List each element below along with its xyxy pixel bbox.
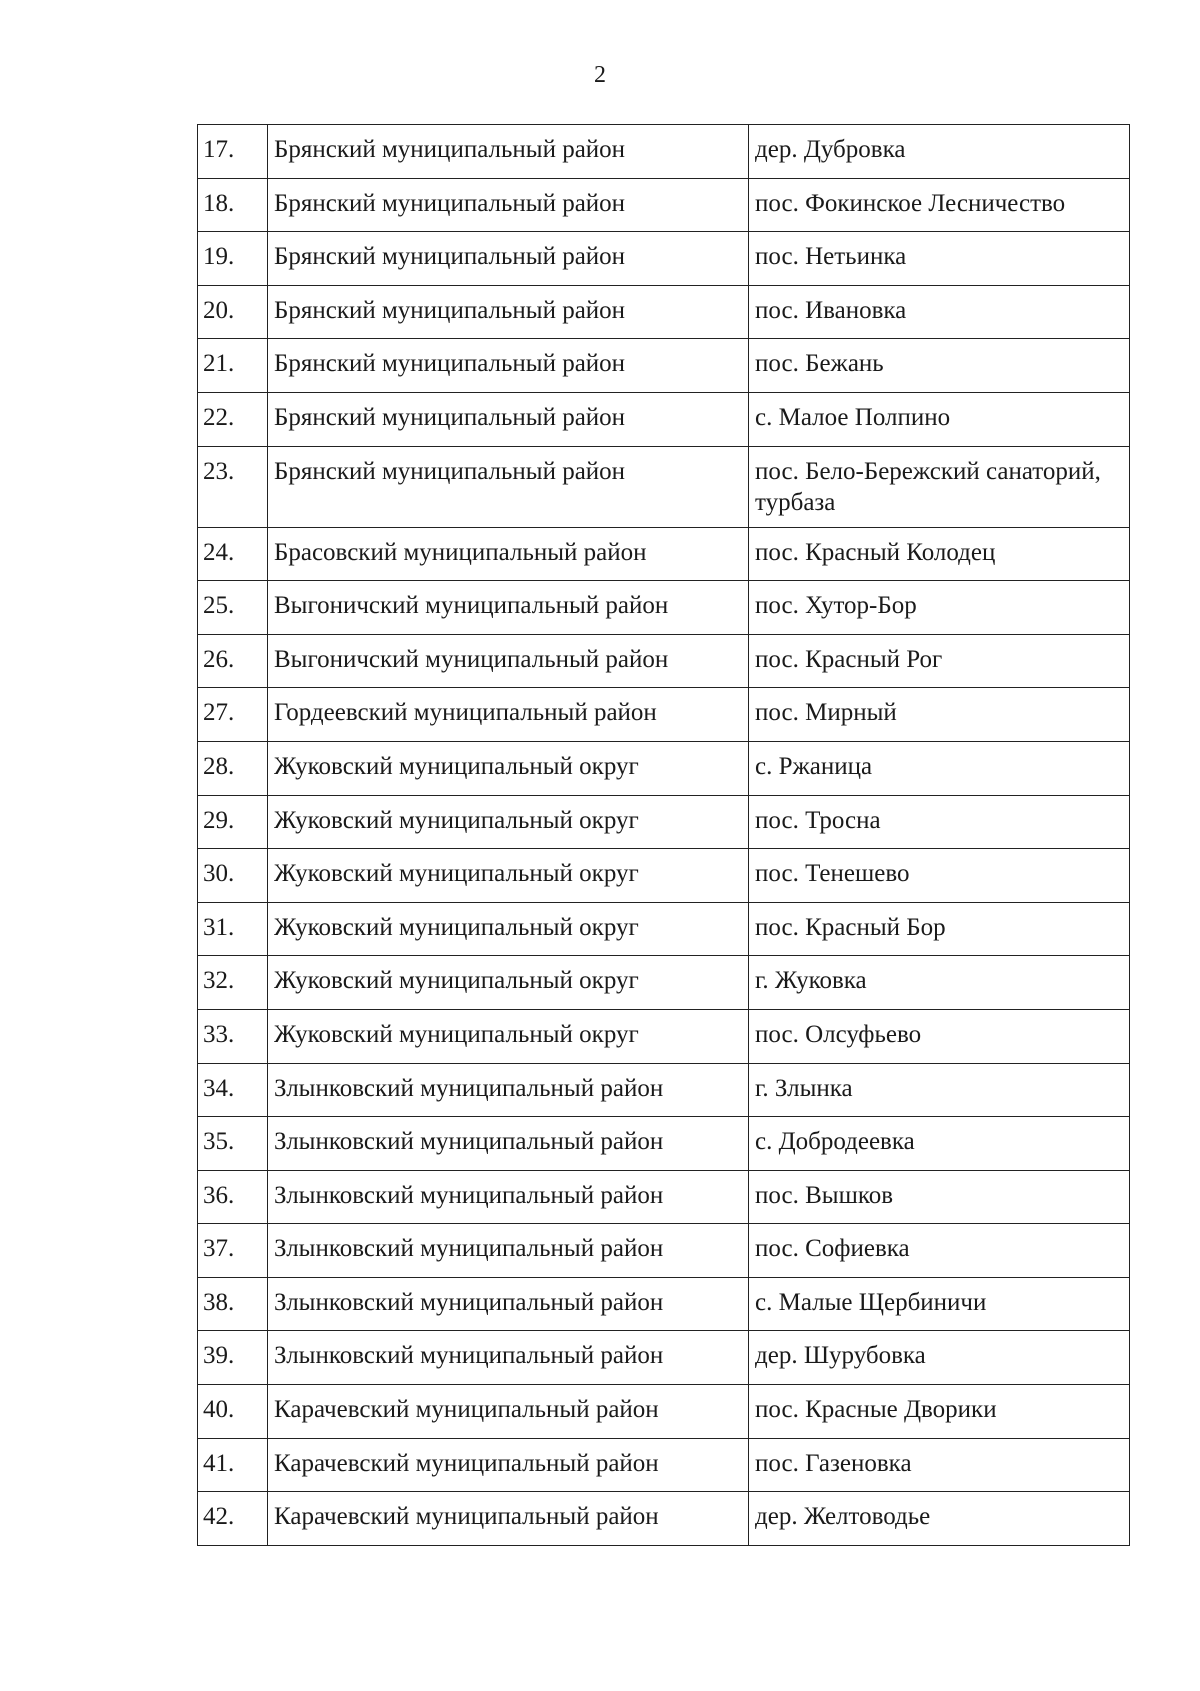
table-row — [198, 392, 1130, 446]
settlement-cell: пос. Газеновка — [749, 1438, 1130, 1492]
settlement-cell: с. Малое Полпино — [749, 392, 1130, 446]
settlement-cell: пос. Софиевка — [749, 1224, 1130, 1278]
row-number: 26. — [198, 634, 268, 688]
row-number: 17. — [198, 125, 268, 179]
row-number: 34. — [198, 1063, 268, 1117]
row-number: 20. — [198, 285, 268, 339]
district-cell: Жуковский муниципальный округ — [268, 741, 749, 795]
settlement-cell: пос. Красный Бор — [749, 902, 1130, 956]
row-number: 21. — [198, 339, 268, 393]
table-row — [198, 1117, 1130, 1171]
row-number: 27. — [198, 688, 268, 742]
settlements-table — [197, 124, 1130, 1546]
district-cell: Брянский муниципальный район — [268, 178, 749, 232]
settlement-cell: г. Жуковка — [749, 956, 1130, 1010]
table-row — [198, 956, 1130, 1010]
district-cell: Карачевский муниципальный район — [268, 1385, 749, 1439]
district-cell: Гордеевский муниципальный район — [268, 688, 749, 742]
settlement-cell: пос. Красный Рог — [749, 634, 1130, 688]
district-cell: Брянский муниципальный район — [268, 232, 749, 286]
table-row — [198, 1170, 1130, 1224]
district-cell: Жуковский муниципальный округ — [268, 1009, 749, 1063]
settlement-cell: с. Ржаница — [749, 741, 1130, 795]
table-row — [198, 634, 1130, 688]
row-number: 25. — [198, 581, 268, 635]
district-cell: Злынковский муниципальный район — [268, 1117, 749, 1171]
settlement-cell: пос. Красные Дворики — [749, 1385, 1130, 1439]
district-cell: Брянский муниципальный район — [268, 125, 749, 179]
row-number: 19. — [198, 232, 268, 286]
row-number: 24. — [198, 527, 268, 581]
row-number: 42. — [198, 1492, 268, 1546]
table-row — [198, 178, 1130, 232]
table-row — [198, 1492, 1130, 1546]
settlement-cell: пос. Хутор-Бор — [749, 581, 1130, 635]
table-row — [198, 902, 1130, 956]
table-row — [198, 849, 1130, 903]
district-cell: Выгоничский муниципальный район — [268, 634, 749, 688]
settlement-cell: пос. Тенешево — [749, 849, 1130, 903]
district-cell: Брянский муниципальный район — [268, 285, 749, 339]
row-number: 28. — [198, 741, 268, 795]
row-number: 41. — [198, 1438, 268, 1492]
row-number: 18. — [198, 178, 268, 232]
district-cell: Жуковский муниципальный округ — [268, 956, 749, 1010]
settlement-cell: пос. Вышков — [749, 1170, 1130, 1224]
table-row — [198, 125, 1130, 179]
district-cell: Брянский муниципальный район — [268, 392, 749, 446]
row-number: 32. — [198, 956, 268, 1010]
table-row — [198, 527, 1130, 581]
table-row — [198, 232, 1130, 286]
table-row — [198, 339, 1130, 393]
settlement-cell: пос. Мирный — [749, 688, 1130, 742]
district-cell: Злынковский муниципальный район — [268, 1331, 749, 1385]
settlement-cell: пос. Олсуфьево — [749, 1009, 1130, 1063]
district-cell: Выгоничский муниципальный район — [268, 581, 749, 635]
row-number: 38. — [198, 1277, 268, 1331]
table-row — [198, 1385, 1130, 1439]
settlement-cell: пос. Бело-Бережский санаторий, турбаза — [749, 446, 1130, 527]
row-number: 23. — [198, 446, 268, 527]
settlement-cell: с. Малые Щербиничи — [749, 1277, 1130, 1331]
settlement-cell: дер. Желтоводье — [749, 1492, 1130, 1546]
table-row — [198, 688, 1130, 742]
row-number: 22. — [198, 392, 268, 446]
settlement-cell: пос. Ивановка — [749, 285, 1130, 339]
row-number: 37. — [198, 1224, 268, 1278]
settlement-cell: пос. Красный Колодец — [749, 527, 1130, 581]
settlement-cell: пос. Фокинское Лесничество — [749, 178, 1130, 232]
district-cell: Злынковский муниципальный район — [268, 1063, 749, 1117]
district-cell: Брянский муниципальный район — [268, 446, 749, 527]
row-number: 31. — [198, 902, 268, 956]
table-row — [198, 285, 1130, 339]
table-row — [198, 581, 1130, 635]
district-cell: Злынковский муниципальный район — [268, 1224, 749, 1278]
row-number: 33. — [198, 1009, 268, 1063]
district-cell: Злынковский муниципальный район — [268, 1277, 749, 1331]
district-cell: Брасовский муниципальный район — [268, 527, 749, 581]
district-cell: Жуковский муниципальный округ — [268, 795, 749, 849]
table-row — [198, 1438, 1130, 1492]
row-number: 40. — [198, 1385, 268, 1439]
district-cell: Жуковский муниципальный округ — [268, 849, 749, 903]
settlement-cell: г. Злынка — [749, 1063, 1130, 1117]
table-row — [198, 795, 1130, 849]
settlement-cell: пос. Тросна — [749, 795, 1130, 849]
row-number: 39. — [198, 1331, 268, 1385]
row-number: 29. — [198, 795, 268, 849]
district-cell: Брянский муниципальный район — [268, 339, 749, 393]
row-number: 30. — [198, 849, 268, 903]
table-row — [198, 1331, 1130, 1385]
settlement-cell: дер. Дубровка — [749, 125, 1130, 179]
row-number: 36. — [198, 1170, 268, 1224]
settlement-cell: дер. Шурубовка — [749, 1331, 1130, 1385]
district-cell: Злынковский муниципальный район — [268, 1170, 749, 1224]
settlement-cell: пос. Нетьинка — [749, 232, 1130, 286]
row-number: 35. — [198, 1117, 268, 1171]
table-body — [198, 125, 1130, 1546]
page-number: 2 — [594, 62, 606, 88]
settlement-cell: пос. Бежань — [749, 339, 1130, 393]
settlement-cell: с. Добродеевка — [749, 1117, 1130, 1171]
table-row — [198, 741, 1130, 795]
table-row — [198, 446, 1130, 527]
table-row — [198, 1277, 1130, 1331]
table-row — [198, 1009, 1130, 1063]
table-row — [198, 1224, 1130, 1278]
district-cell: Карачевский муниципальный район — [268, 1492, 749, 1546]
table-row — [198, 1063, 1130, 1117]
district-cell: Карачевский муниципальный район — [268, 1438, 749, 1492]
district-cell: Жуковский муниципальный округ — [268, 902, 749, 956]
